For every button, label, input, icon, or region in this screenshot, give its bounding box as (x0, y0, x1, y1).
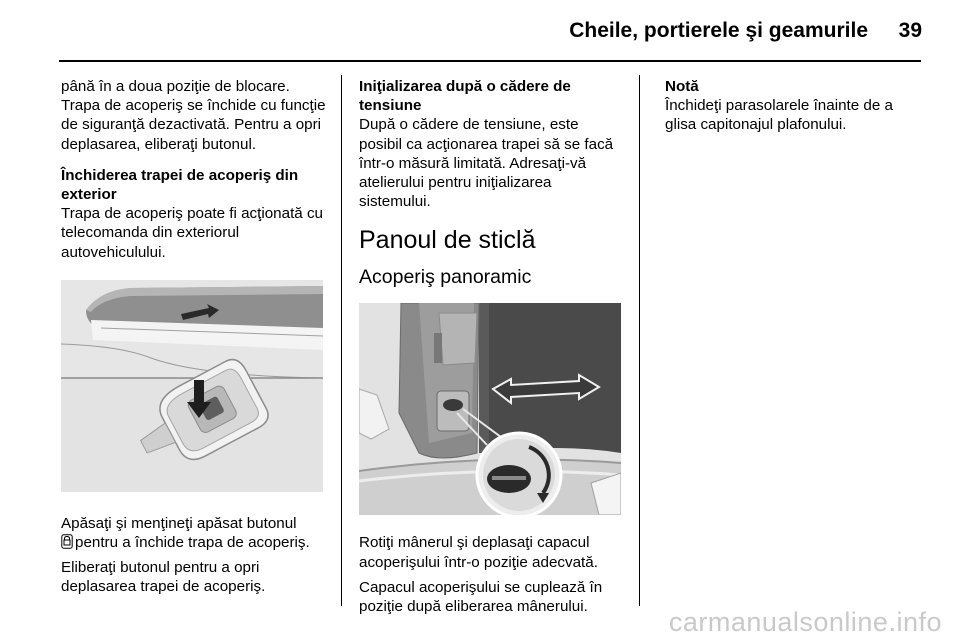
page-header (0, 0, 960, 62)
paragraph: Închideţi parasolarele înainte de a glisa capitonajul plafonului. (665, 97, 893, 134)
column-2 (359, 77, 625, 628)
section (359, 77, 625, 211)
paragraph: Eliberaţi butonul pentru a opri deplasarea trapei de acoperiş. (61, 559, 266, 596)
note-heading: Notă (665, 78, 699, 95)
remote-key-illustration (61, 280, 323, 492)
page-number: 39 (898, 19, 922, 42)
column-divider (639, 75, 640, 606)
section-heading: Închiderea trapei de acoperiş din exterior (61, 166, 299, 204)
watermark: carmanualsonline.info (668, 607, 942, 637)
paragraph: După o cădere de tensiune, este posibil ca acţionarea trapei să se facă într-o măsură limitată. Adresaţi-vă atelierului pentru iniţializarea sistemului. (359, 116, 614, 211)
chapter-heading: Panoul de sticlă (359, 226, 536, 255)
paragraph: Rotiţi mânerul şi deplasaţi capacul acoperişului într-o poziţie adecvată. (359, 534, 598, 571)
key-lock-icon (61, 534, 73, 549)
section-heading: Acoperiş panoramic (359, 266, 532, 289)
paragraph-prefix: Apăsaţi şi menţineţi apăsat butonul (61, 514, 297, 532)
paragraph (61, 514, 329, 552)
paragraph: până în a doua poziţie de blocare. Trapa de acoperiş se închide cu funcţie de siguranţă dezactivată. Pentru a opri deplasarea, eliberaţi butonul. (61, 78, 326, 153)
column-1 (61, 77, 329, 609)
section-heading: Iniţializarea după o cădere de tensiune (359, 78, 571, 115)
column-divider (341, 75, 342, 606)
note (665, 77, 925, 135)
panoramic-roof-illustration (359, 303, 621, 515)
column-3 (665, 77, 925, 147)
header-rule (59, 60, 921, 62)
paragraph: Capacul acoperişului se cuplează în poziţie după eliberarea mânerului. (359, 578, 603, 616)
chapter-title: Cheile, portierele şi geamurile (569, 19, 868, 42)
paragraph: Trapa de acoperiş poate fi acţionată cu telecomanda din exteriorul autovehiculului. (61, 205, 324, 261)
paragraph: pentru a închide trapa de acoperiş. (75, 534, 310, 552)
section (61, 166, 329, 262)
